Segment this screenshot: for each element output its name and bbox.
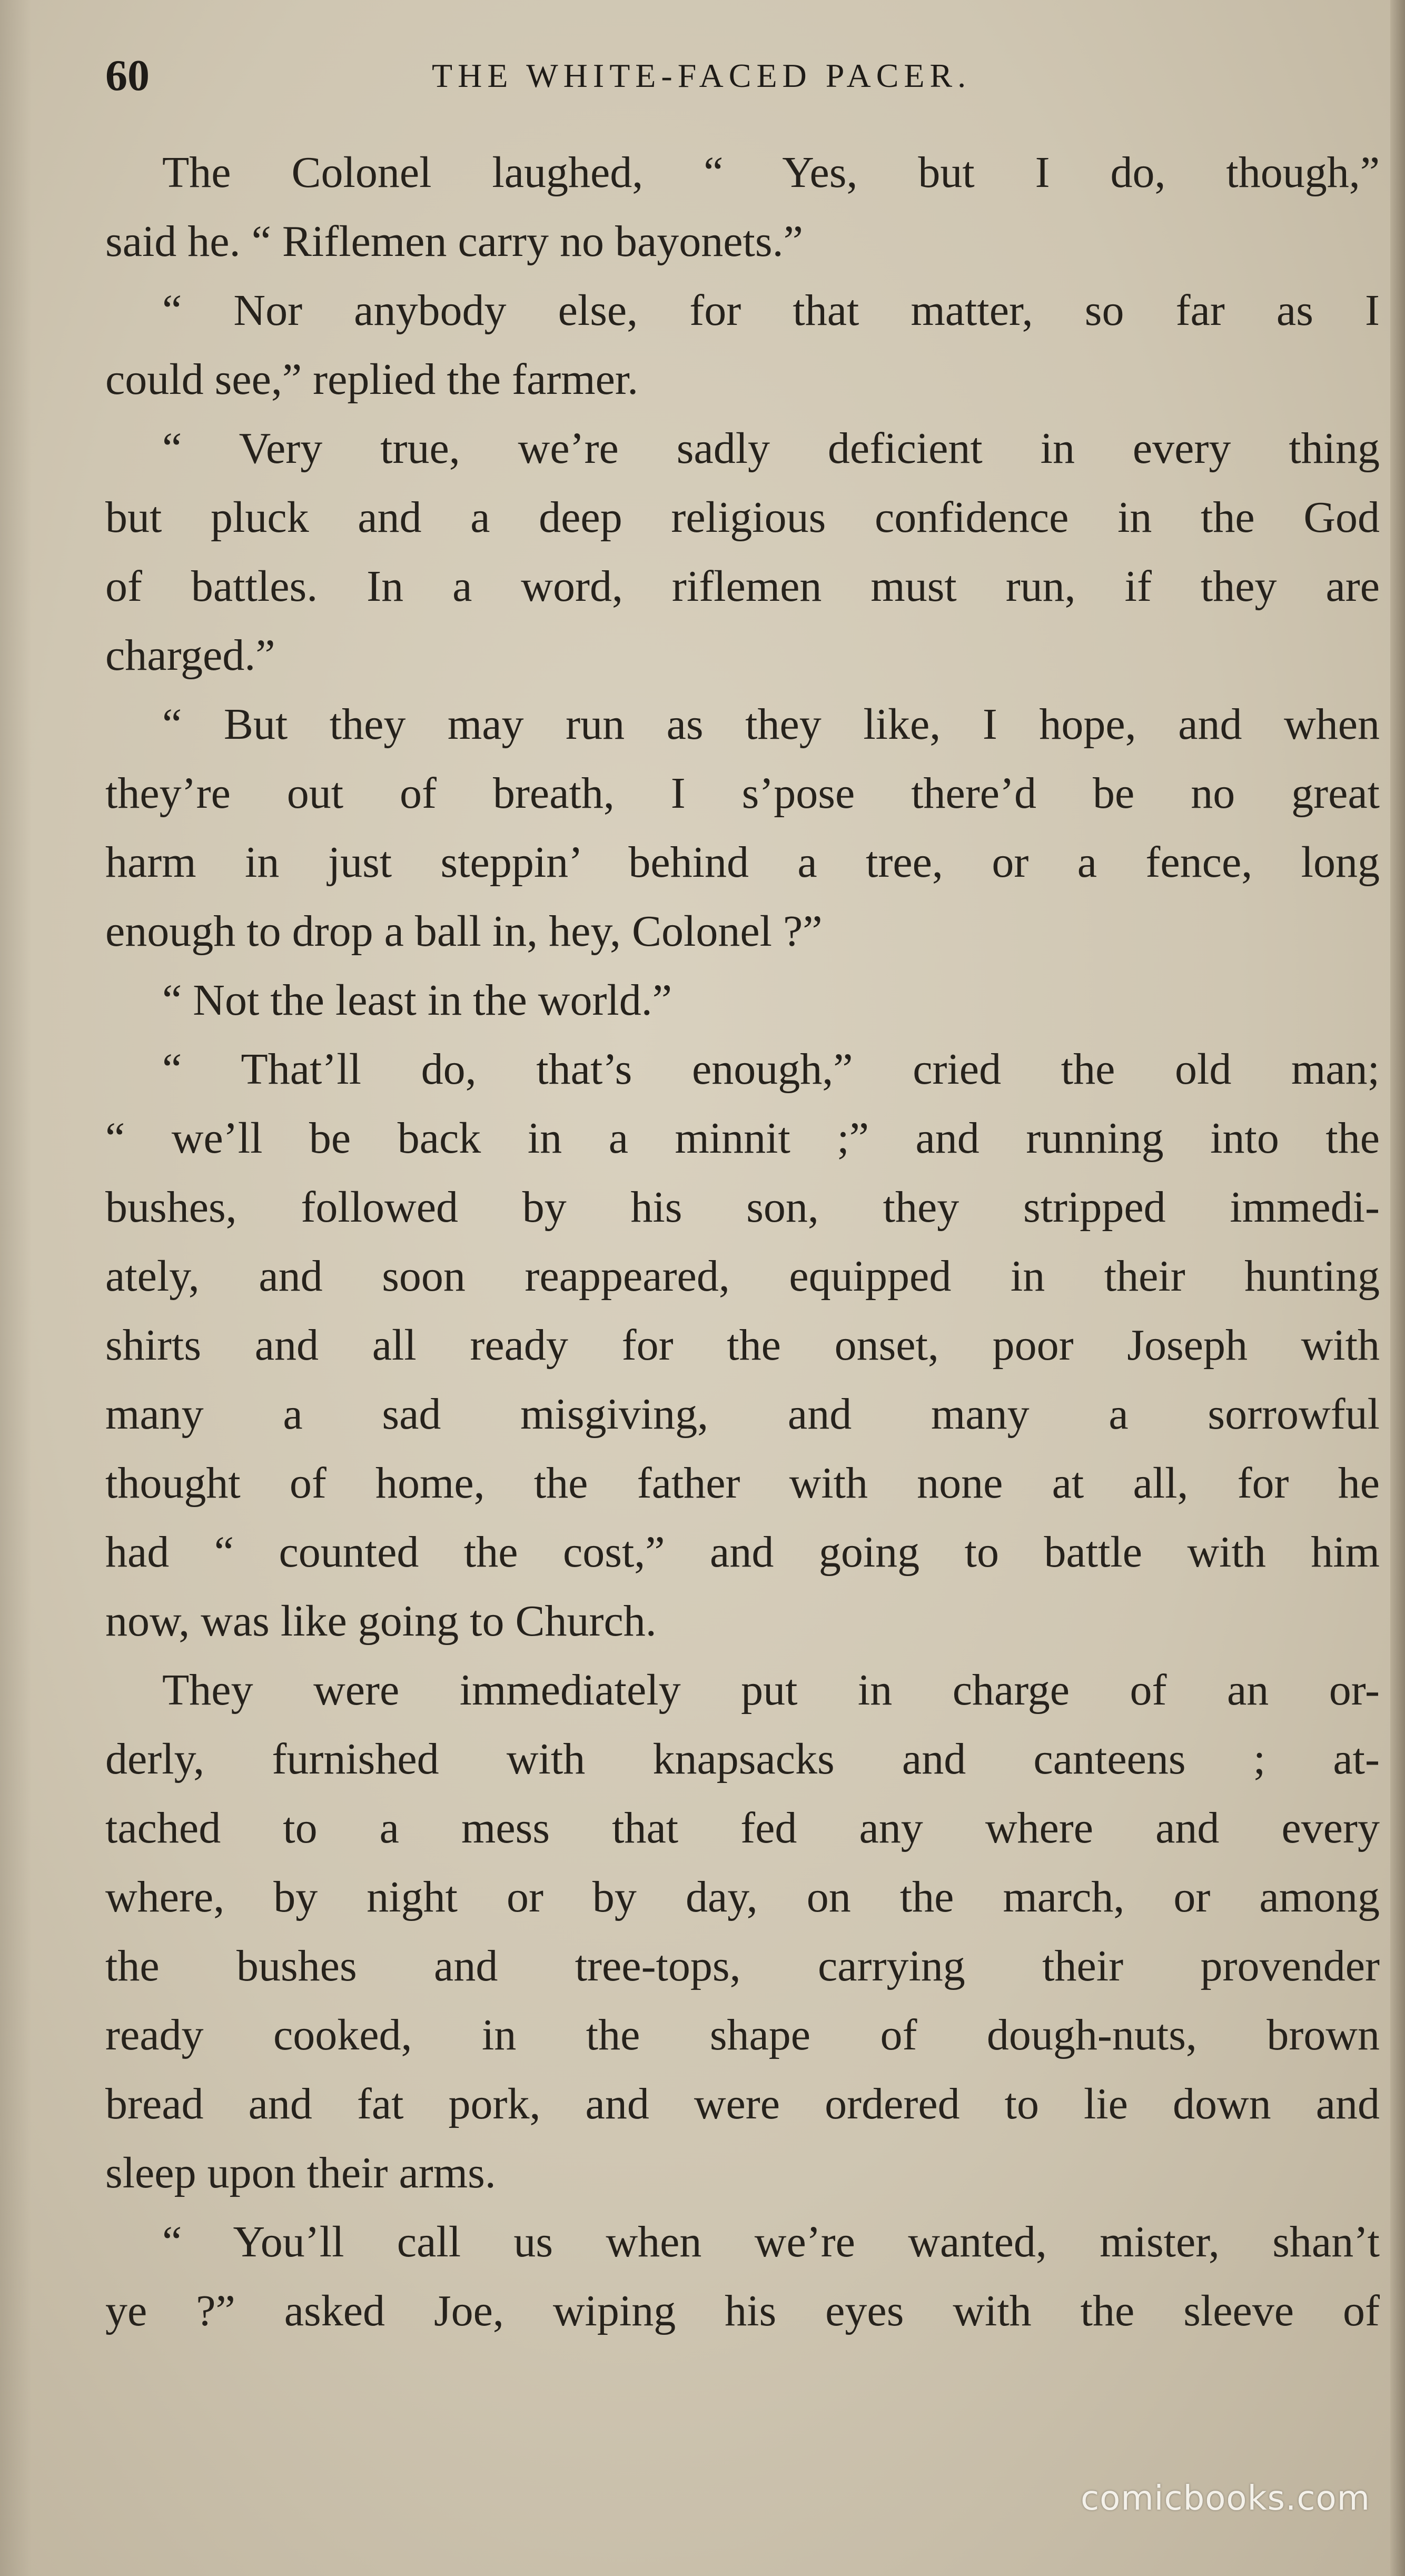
text-line: “ Not the least in the world.” [162,976,672,1025]
watermark: comicbooks.com [1080,2479,1370,2518]
text-line: “ You’ll call us when we’re wanted, mister, shan’t [162,2217,1380,2266]
text-line: could see,” replied the farmer. [105,355,639,404]
text-line: where, by night or by day, on the march, or among [105,1872,1380,1921]
text-line: “ Nor anybody else, for that matter, so far as I [162,286,1380,335]
text-line: ately, and soon reappeared, equipped in their hunting [105,1252,1380,1301]
text-line: had “ counted the cost,” and going to battle with him [105,1528,1380,1577]
text-line: “ Very true, we’re sadly deficient in every thing [162,424,1380,473]
text-line: shirts and all ready for the onset, poor Joseph with [105,1321,1380,1370]
text-line: bushes, followed by his son, they stripped immedi- [105,1183,1380,1232]
text-line: “ But they may run as they like, I hope, and when [162,700,1380,749]
text-line: ready cooked, in the shape of dough-nuts, brown [105,2010,1380,2059]
text-line: the bushes and tree-tops, carrying their provender [105,1941,1380,1990]
text-line: They were immediately put in charge of an or- [162,1666,1380,1715]
text-line: derly, furnished with knapsacks and canteens ; at- [105,1735,1380,1784]
running-head: THE WHITE-FACED PACER. [432,57,972,94]
text-line: now, was like going to Church. [105,1597,657,1646]
text-line: thought of home, the father with none at all, for he [105,1459,1380,1508]
text-line: bread and fat pork, and were ordered to lie down and [105,2079,1380,2128]
body-text [105,138,1380,2345]
text-line: harm in just steppin’ behind a tree, or a fence, long [105,838,1380,887]
text-line: “ we’ll be back in a minnit ;” and running into the [105,1114,1380,1163]
text-line: but pluck and a deep religious confidence in the God [105,493,1380,542]
page-header [105,44,1380,107]
page-number: 60 [105,51,150,100]
page-edge [1390,0,1405,2576]
text-line: said he. “ Riflemen carry no bayonets.” [105,217,803,266]
gutter-shadow [0,0,32,2576]
text-line: ye ?” asked Joe, wiping his eyes with the sleeve of [105,2286,1380,2335]
text-line: charged.” [105,631,275,680]
text-line: they’re out of breath, I s’pose there’d be no great [105,769,1380,818]
text-line: sleep upon their arms. [105,2148,496,2197]
text-line: “ That’ll do, that’s enough,” cried the old man; [162,1045,1380,1094]
text-line: The Colonel laughed, “ Yes, but I do, though,” [162,148,1380,197]
text-line: of battles. In a word, riflemen must run, if they are [105,562,1380,611]
text-line: many a sad misgiving, and many a sorrowful [105,1390,1380,1439]
text-line: enough to drop a ball in, hey, Colonel ?” [105,907,823,956]
text-line: tached to a mess that fed any where and every [105,1804,1380,1852]
